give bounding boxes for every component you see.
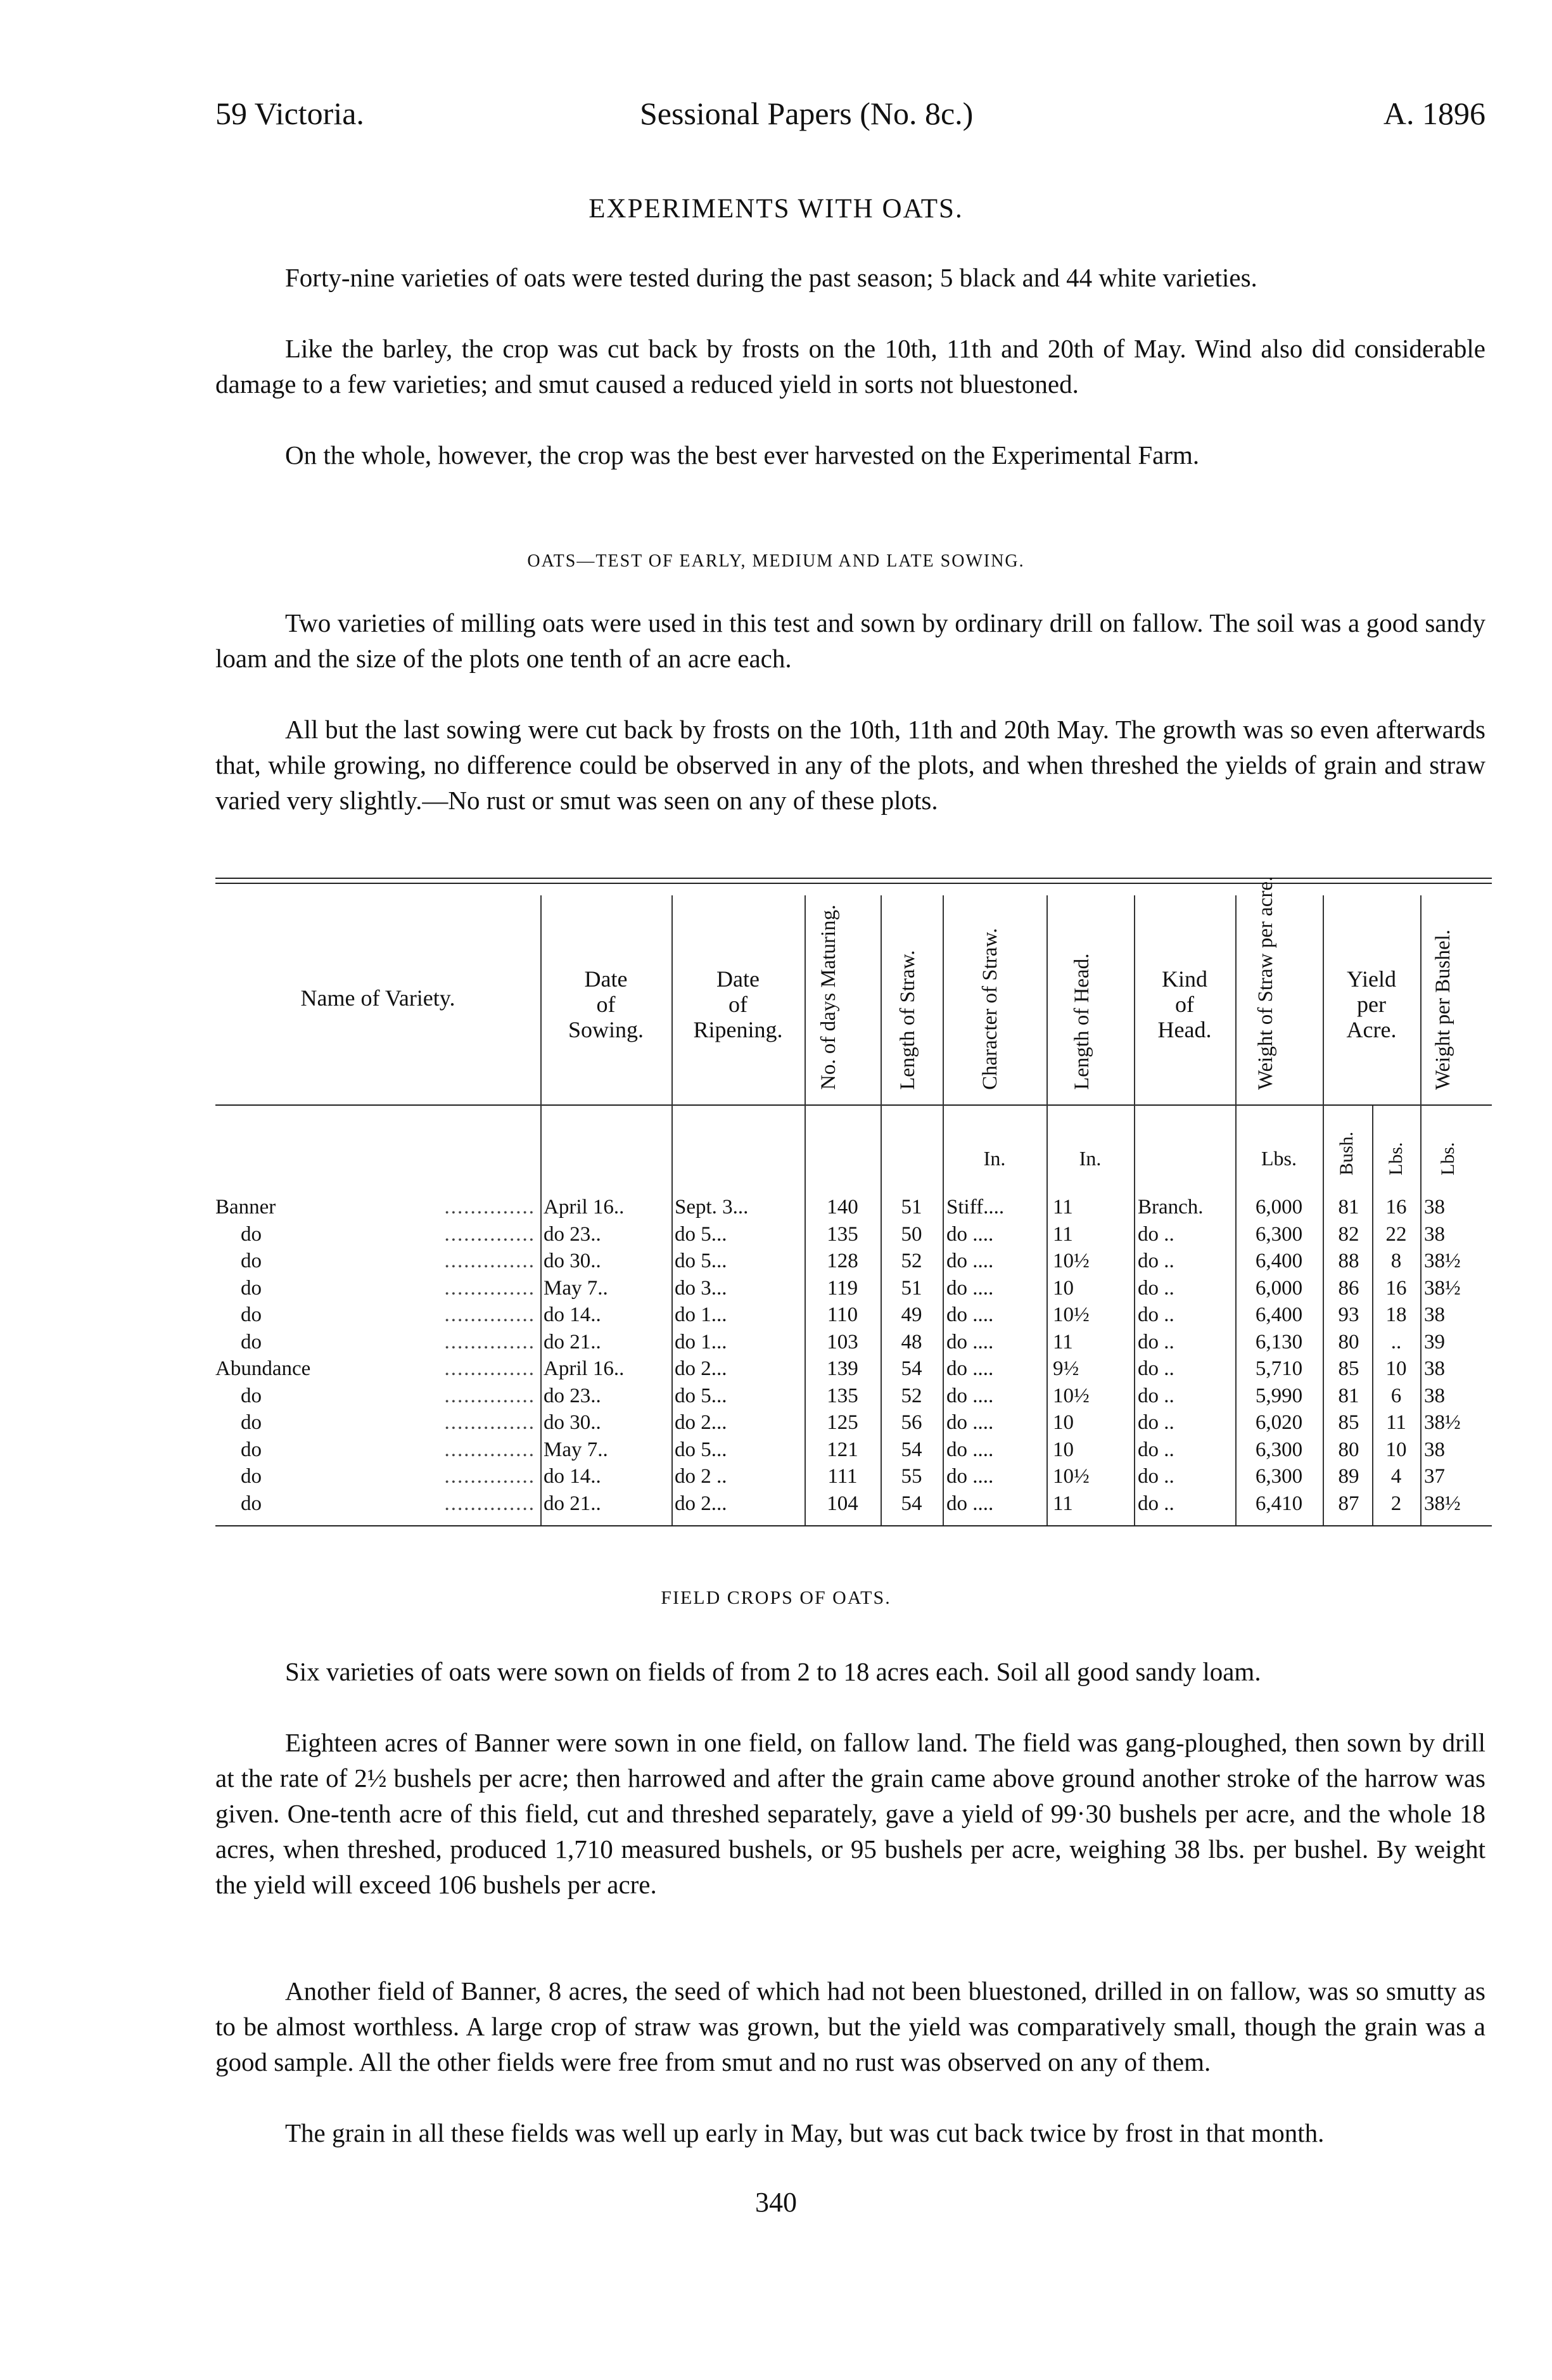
table-cell-straw: 54 — [901, 1492, 922, 1515]
header-ripening-line-1: Date — [716, 966, 760, 992]
leader-dots: .............. — [444, 1303, 535, 1326]
table-cell-bw: 37 — [1424, 1465, 1445, 1488]
table-cell-head: 10½ — [1053, 1250, 1090, 1272]
table-cell-kind: do .. — [1138, 1222, 1174, 1246]
table-cell-lbs: 2 — [1390, 1492, 1402, 1515]
table-cell-days: 121 — [827, 1438, 858, 1461]
table-cell-bw: 38½ — [1424, 1492, 1461, 1515]
field-paragraph-4: The grain in all these fields was well up early in May, but was cut back twice by frost in that month. — [285, 2118, 1325, 2147]
header-length-head: Length of Head. — [1071, 953, 1093, 1090]
table-cell-lbs: 6 — [1390, 1384, 1402, 1407]
table-cell-strawwt: 5,990 — [1255, 1384, 1303, 1407]
unit-bushel-lbs: Lbs. — [1437, 1142, 1458, 1175]
intro-paragraph-2: Like the barley, the crop was cut back by frosts on the 10th, 11th and 20th of May. Wind also did considerable damage to a few varieties; and smut caused a reduced yield in sorts not bluestoned. — [215, 334, 1485, 399]
table-cell-days: 135 — [827, 1222, 858, 1246]
header-character-straw: Character of Straw. — [979, 928, 1002, 1090]
table-cell-lbs: 18 — [1385, 1303, 1407, 1326]
table-cell-bw: 38 — [1424, 1438, 1445, 1461]
table-cell-head: 9½ — [1053, 1357, 1079, 1380]
section-heading-sowing-test: OATS—TEST OF EARLY, MEDIUM AND LATE SOWING. — [527, 551, 1025, 571]
table-cell-days: 110 — [827, 1303, 858, 1326]
page-number: 340 — [755, 2187, 797, 2218]
table-cell-kind: do .. — [1138, 1384, 1174, 1407]
table-cell-straw: 54 — [901, 1357, 922, 1380]
leader-dots: .............. — [444, 1357, 535, 1380]
table-cell-straw: 56 — [901, 1411, 922, 1434]
table-cell-straw: 51 — [901, 1276, 922, 1300]
table-cell-kind: do .. — [1138, 1330, 1174, 1353]
table-cell-ripe: do 2 .. — [675, 1465, 727, 1488]
leader-dots: .............. — [444, 1492, 535, 1515]
table-cell-char: do .... — [946, 1465, 994, 1488]
table-cell-strawwt: 6,020 — [1255, 1411, 1303, 1434]
table-cell-ripe: do 2... — [675, 1357, 727, 1380]
leader-dots: .............. — [444, 1438, 535, 1461]
table-cell-head: 11 — [1053, 1196, 1073, 1219]
table-cell-bush: 81 — [1338, 1196, 1359, 1219]
unit-yield-lbs: Lbs. — [1385, 1142, 1406, 1175]
table-cell-ripe: do 2... — [675, 1411, 727, 1434]
table-cell-sown: April 16.. — [544, 1196, 625, 1219]
table-cell-strawwt: 6,130 — [1255, 1330, 1303, 1353]
table-cell-days: 135 — [827, 1384, 858, 1407]
table-cell-name: do — [241, 1222, 262, 1246]
table-cell-head: 10½ — [1053, 1465, 1090, 1488]
table-cell-kind: do .. — [1138, 1465, 1174, 1488]
table-cell-sown: do 23.. — [544, 1222, 601, 1246]
table-bottom-rule — [215, 1525, 1492, 1526]
table-cell-days: 139 — [827, 1357, 858, 1380]
table-cell-kind: do .. — [1138, 1411, 1174, 1434]
header-sowing-line-1: Date — [584, 966, 628, 992]
table-cell-sown: do 23.. — [544, 1384, 601, 1407]
header-days-maturing: No. of days Maturing. — [817, 904, 840, 1090]
header-sowing-line-2: of — [596, 992, 616, 1017]
table-cell-strawwt: 5,710 — [1255, 1357, 1303, 1380]
table-cell-bw: 38 — [1424, 1357, 1445, 1380]
table-cell-name: do — [241, 1330, 262, 1353]
table-cell-kind: do .. — [1138, 1276, 1174, 1300]
leader-dots: .............. — [444, 1465, 535, 1488]
table-cell-bw: 38½ — [1424, 1250, 1461, 1272]
col-rule — [943, 895, 944, 1525]
header-ripening-line-3: Ripening. — [693, 1017, 783, 1042]
table-cell-lbs: 10 — [1385, 1357, 1407, 1380]
header-year: A. 1896 — [1383, 96, 1485, 131]
table-cell-kind: Branch. — [1138, 1196, 1204, 1219]
table-header-rule — [215, 1104, 1492, 1106]
table-cell-straw: 52 — [901, 1384, 922, 1407]
table-cell-sown: May 7.. — [544, 1276, 608, 1300]
leader-dots: .............. — [444, 1196, 535, 1219]
table-cell-char: do .... — [946, 1276, 994, 1300]
table-cell-head: 11 — [1053, 1492, 1073, 1515]
unit-head-inches: In. — [1079, 1147, 1102, 1170]
table-cell-bw: 38½ — [1424, 1411, 1461, 1434]
table-cell-straw: 52 — [901, 1250, 922, 1272]
table-cell-sown: April 16.. — [544, 1357, 625, 1380]
table-top-rule — [215, 878, 1492, 879]
table-cell-head: 10½ — [1053, 1303, 1090, 1326]
table-cell-days: 119 — [827, 1276, 858, 1300]
table-cell-name: Abundance — [215, 1357, 311, 1380]
table-cell-strawwt: 6,300 — [1255, 1222, 1303, 1246]
table-cell-char: do .... — [946, 1330, 994, 1353]
table-cell-char: do .... — [946, 1357, 994, 1380]
table-cell-char: do .... — [946, 1250, 994, 1272]
table-cell-name: do — [241, 1411, 262, 1434]
table-cell-kind: do .. — [1138, 1250, 1174, 1272]
table-cell-lbs: 8 — [1390, 1250, 1402, 1272]
header-yield-line-1: Yield — [1347, 966, 1396, 992]
table-cell-char: Stiff.... — [946, 1196, 1005, 1219]
table-cell-ripe: do 3... — [675, 1276, 727, 1300]
table-cell-strawwt: 6,000 — [1255, 1276, 1303, 1300]
table-cell-lbs: 10 — [1385, 1438, 1407, 1461]
leader-dots: .............. — [444, 1276, 535, 1300]
table-cell-straw: 54 — [901, 1438, 922, 1461]
table-cell-days: 111 — [827, 1465, 858, 1488]
table-cell-sown: do 21.. — [544, 1330, 601, 1353]
table-cell-lbs: 16 — [1385, 1276, 1407, 1300]
table-cell-ripe: do 2... — [675, 1492, 727, 1515]
table-cell-name: do — [241, 1384, 262, 1407]
header-date-sowing — [540, 966, 671, 1042]
table-cell-kind: do .. — [1138, 1357, 1174, 1380]
table-cell-head: 10 — [1053, 1438, 1074, 1461]
table-cell-bush: 80 — [1338, 1438, 1359, 1461]
table-cell-days: 125 — [827, 1411, 858, 1434]
table-cell-strawwt: 6,300 — [1255, 1465, 1303, 1488]
table-cell-sown: do 30.. — [544, 1411, 601, 1434]
page-title: EXPERIMENTS WITH OATS. — [588, 194, 964, 224]
table-cell-bush: 85 — [1338, 1411, 1359, 1434]
unit-straw-inches: In. — [983, 1147, 1006, 1170]
table-cell-straw: 50 — [901, 1222, 922, 1246]
table-cell-strawwt: 6,000 — [1255, 1196, 1303, 1219]
sowing-paragraph-2: All but the last sowing were cut back by frosts on the 10th, 11th and 20th May. The growth was so even afterwards that, while growing, no difference could be observed in any of the plots, and when threshed the yields of grain and straw varied very slightly.—No rust or smut was seen on any of these plots. — [215, 715, 1485, 815]
table-cell-straw: 48 — [901, 1330, 922, 1353]
table-cell-lbs: .. — [1390, 1330, 1402, 1353]
table-cell-char: do .... — [946, 1411, 994, 1434]
table-cell-days: 104 — [827, 1492, 858, 1515]
table-cell-ripe: Sept. 3... — [675, 1196, 749, 1219]
intro-paragraph-3: On the whole, however, the crop was the best ever harvested on the Experimental Farm. — [285, 440, 1200, 470]
table-cell-name: do — [241, 1438, 262, 1461]
table-cell-name: do — [241, 1303, 262, 1326]
leader-dots: .............. — [444, 1250, 535, 1272]
header-ripening-line-2: of — [728, 992, 747, 1017]
table-cell-name: do — [241, 1465, 262, 1488]
table-cell-sown: May 7.. — [544, 1438, 608, 1461]
table-cell-kind: do .. — [1138, 1303, 1174, 1326]
unit-bushels: Bush. — [1336, 1131, 1357, 1175]
table-cell-sown: do 14.. — [544, 1465, 601, 1488]
table-cell-head: 11 — [1053, 1222, 1073, 1246]
sowing-paragraph-1: Two varieties of milling oats were used in this test and sown by ordinary drill on fallow. The soil was a good sandy loam and the size of the plots one tenth of an acre each. — [215, 608, 1485, 673]
table-cell-sown: do 30.. — [544, 1250, 601, 1272]
header-yield-line-3: Acre. — [1346, 1017, 1397, 1042]
table-cell-kind: do .. — [1138, 1492, 1174, 1515]
table-cell-bw: 39 — [1424, 1330, 1445, 1353]
table-cell-bush: 86 — [1338, 1276, 1359, 1300]
table-cell-ripe: do 5... — [675, 1222, 727, 1246]
table-cell-ripe: do 1... — [675, 1330, 727, 1353]
field-paragraph-1: Six varieties of oats were sown on fields of from 2 to 18 acres each. Soil all good sandy loam. — [285, 1657, 1261, 1686]
table-cell-kind: do .. — [1138, 1438, 1174, 1461]
table-cell-straw: 55 — [901, 1465, 922, 1488]
table-cell-strawwt: 6,410 — [1255, 1492, 1303, 1515]
table-cell-bush: 87 — [1338, 1492, 1359, 1515]
table-cell-strawwt: 6,400 — [1255, 1303, 1303, 1326]
table-cell-bush: 85 — [1338, 1357, 1359, 1380]
table-cell-days: 103 — [827, 1330, 858, 1353]
table-cell-lbs: 16 — [1385, 1196, 1407, 1219]
header-kind-line-2: of — [1175, 992, 1194, 1017]
table-cell-lbs: 22 — [1385, 1222, 1407, 1246]
unit-straw-lbs: Lbs. — [1261, 1147, 1297, 1170]
table-cell-bush: 89 — [1338, 1465, 1359, 1488]
header-date-ripening — [671, 966, 805, 1042]
table-cell-head: 10 — [1053, 1411, 1074, 1434]
table-cell-char: do .... — [946, 1222, 994, 1246]
table-cell-days: 140 — [827, 1196, 858, 1219]
table-cell-head: 11 — [1053, 1330, 1073, 1353]
table-cell-bw: 38 — [1424, 1303, 1445, 1326]
col-rule — [1046, 895, 1048, 1525]
header-kind-of-head — [1134, 966, 1235, 1042]
table-cell-sown: do 14.. — [544, 1303, 601, 1326]
table-cell-name: do — [241, 1276, 262, 1300]
table-cell-strawwt: 6,400 — [1255, 1250, 1303, 1272]
page-header — [215, 95, 1485, 146]
table-cell-bw: 38 — [1424, 1384, 1445, 1407]
header-weight-straw: Weight of Straw per acre. — [1254, 876, 1277, 1090]
table-cell-strawwt: 6,300 — [1255, 1438, 1303, 1461]
table-cell-straw: 49 — [901, 1303, 922, 1326]
table-cell-char: do .... — [946, 1438, 994, 1461]
table-cell-straw: 51 — [901, 1196, 922, 1219]
leader-dots: .............. — [444, 1330, 535, 1353]
table-cell-bush: 81 — [1338, 1384, 1359, 1407]
table-cell-ripe: do 5... — [675, 1250, 727, 1272]
table-cell-char: do .... — [946, 1384, 994, 1407]
table-cell-char: do .... — [946, 1303, 994, 1326]
header-weight-bushel: Weight per Bushel. — [1432, 929, 1454, 1090]
header-papers: Sessional Papers (No. 8c.) — [640, 96, 974, 131]
table-cell-name: do — [241, 1250, 262, 1272]
header-yield-per-acre — [1323, 966, 1420, 1042]
table-cell-head: 10 — [1053, 1276, 1074, 1300]
table-cell-bush: 82 — [1338, 1222, 1359, 1246]
field-paragraph-3: Another field of Banner, 8 acres, the seed of which had not been bluestoned, drilled in on fallow, was so smutty as to be almost worthless. A large crop of straw was grown, but the yield was comparatively small, though the grain was a good sample. All the other fields were free from smut and no rust was observed on any of them. — [215, 1976, 1485, 2076]
table-cell-bw: 38 — [1424, 1196, 1445, 1219]
table-cell-bw: 38 — [1424, 1222, 1445, 1246]
header-length-straw: Length of Straw. — [896, 950, 919, 1090]
table-cell-ripe: do 1... — [675, 1303, 727, 1326]
table-cell-ripe: do 5... — [675, 1384, 727, 1407]
table-cell-sown: do 21.. — [544, 1492, 601, 1515]
table-cell-char: do .... — [946, 1492, 994, 1515]
table-cell-bush: 93 — [1338, 1303, 1359, 1326]
header-session: 59 Victoria. — [215, 96, 364, 131]
leader-dots: .............. — [444, 1384, 535, 1407]
table-cell-lbs: 4 — [1390, 1465, 1402, 1488]
table-cell-days: 128 — [827, 1250, 858, 1272]
field-paragraph-2: Eighteen acres of Banner were sown in one field, on fallow land. The field was gang-ploughed, then sown by drill at the rate of 2½ bushels per acre; then harrowed and after the grain came above ground another stroke of the harrow was given. One-tenth acre of this field, cut and threshed separately, gave a yield of 99·30 bushels per acre, and the whole 18 acres, when threshed, produced 1,710 measured bushels, or 95 bushels per acre, weighing 38 lbs. per bushel. By weight the yield will exceed 106 bushels per acre. — [215, 1728, 1485, 1899]
sowing-test-table — [215, 878, 1492, 1537]
section-heading-field-crops: FIELD CROPS OF OATS. — [661, 1587, 891, 1608]
leader-dots: .............. — [444, 1222, 535, 1246]
header-yield-line-2: per — [1357, 992, 1386, 1017]
table-cell-head: 10½ — [1053, 1384, 1090, 1407]
table-cell-name: do — [241, 1492, 262, 1515]
table-cell-lbs: 11 — [1386, 1411, 1406, 1434]
table-cell-bush: 88 — [1338, 1250, 1359, 1272]
table-cell-ripe: do 5... — [675, 1438, 727, 1461]
intro-paragraph-1: Forty-nine varieties of oats were tested during the past season; 5 black and 44 white varieties. — [285, 263, 1257, 292]
header-kind-line-1: Kind — [1162, 966, 1207, 992]
header-sowing-line-3: Sowing. — [568, 1017, 644, 1042]
leader-dots: .............. — [444, 1411, 535, 1434]
header-kind-line-3: Head. — [1157, 1017, 1212, 1042]
table-top-rule-2 — [215, 883, 1492, 884]
header-name-of-variety: Name of Variety. — [300, 985, 455, 1011]
table-cell-bush: 80 — [1338, 1330, 1359, 1353]
table-cell-name: Banner — [215, 1196, 276, 1219]
table-cell-bw: 38½ — [1424, 1276, 1461, 1300]
col-rule — [1420, 895, 1422, 1525]
